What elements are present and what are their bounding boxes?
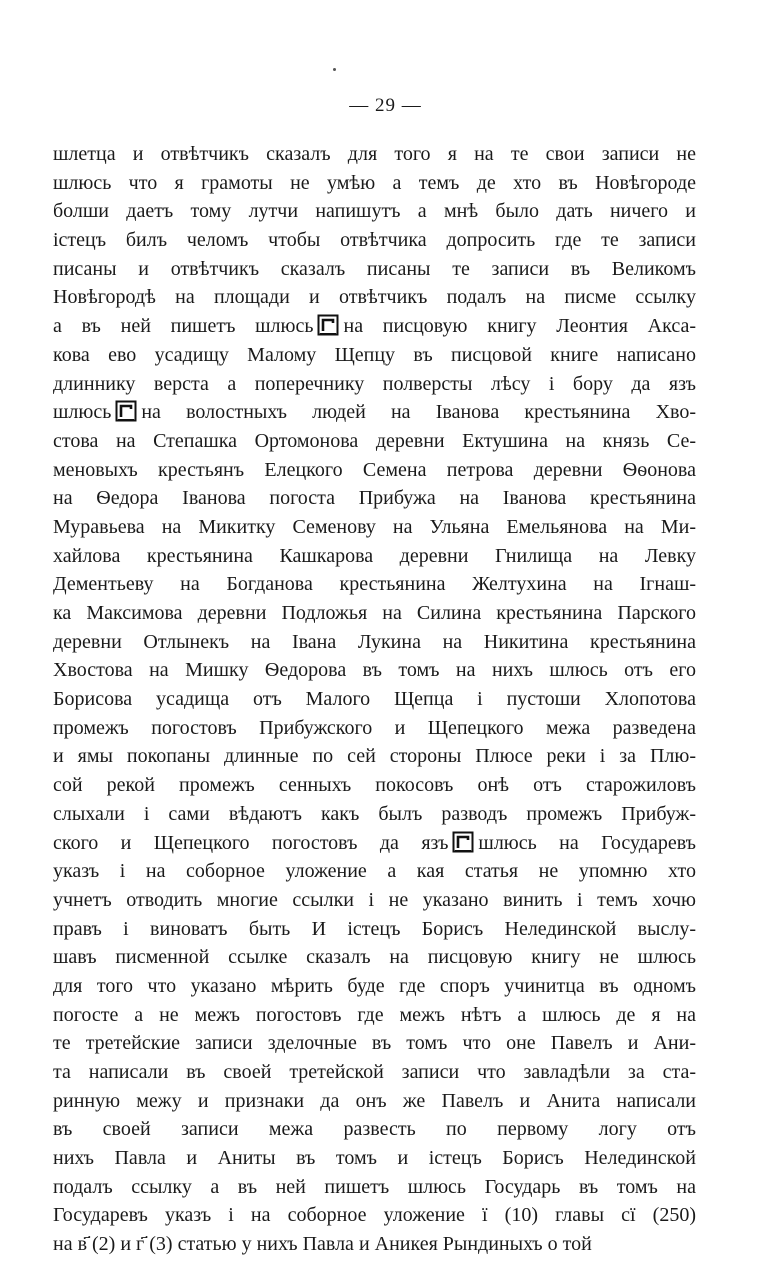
text-line	[53, 1230, 696, 1259]
text-segment: указъ і на соборное уложение а кая статья не упомню хто	[53, 860, 696, 883]
text-line	[53, 312, 696, 341]
print-speck	[333, 68, 336, 71]
text-line	[53, 972, 696, 1001]
text-segment: правъ і виноватъ быть И істецъ Борисъ Нелединской выслу-	[53, 917, 696, 940]
text-segment: меновыхъ крестьянъ Елецкого Семена петрова деревни Ѳѳонова	[53, 458, 696, 481]
text-line	[53, 1201, 696, 1230]
text-segment: подалъ ссылку а въ ней пишетъ шлюсь Государь въ томъ на	[53, 1175, 696, 1198]
text-segment: на в҃ (2) и г҃ (3) статью у нихъ Павла и Аникея Рындиныхъ о той	[53, 1233, 592, 1256]
text-segment: те третейские записи зделочные въ томъ что оне Павелъ и Ани-	[53, 1032, 696, 1055]
text-segment: на писцовую книгу Леонтия Акса-	[343, 315, 696, 338]
text-line	[53, 513, 696, 542]
text-segment: хайлова крестьянина Кашкарова деревни Гнилища на Левку	[53, 544, 696, 567]
text-line	[53, 398, 696, 427]
text-segment: Хвостова на Мишку Ѳедорова въ томъ на нихъ шлюсь отъ его	[53, 659, 696, 682]
text-segment: для того что указано мѣрить буде где споръ учинитца въ одномъ	[53, 974, 696, 997]
text-segment: учнетъ отводить многие ссылки і не указано винить і темъ хочю	[53, 888, 696, 911]
text-line	[53, 197, 696, 226]
text-line	[53, 915, 696, 944]
page-number: — 29 —	[349, 95, 422, 116]
body-text	[53, 140, 696, 1259]
text-line	[53, 570, 696, 599]
text-segment: істецъ билъ челомъ чтобы отвѣтчика допросить где те записи	[53, 229, 696, 252]
text-line	[53, 800, 696, 829]
text-line	[53, 1001, 696, 1030]
text-segment: погосте а не межъ погостовъ где межъ нѣтъ а шлюсь де я на	[53, 1003, 696, 1026]
text-segment: длиннику верста а поперечнику полверсты лѣсу і бору да язъ	[53, 372, 696, 395]
text-line	[53, 542, 696, 571]
text-line	[53, 656, 696, 685]
text-segment: стова на Степашка Ортомонова деревни Ектушина на князь Се-	[53, 429, 696, 452]
text-segment: болши даетъ тому лутчи напишутъ а мнѣ было дать ничего и	[53, 200, 696, 223]
signature-mark-icon	[115, 400, 137, 422]
text-segment: сой рекой промежъ сенныхъ покосовъ онѣ отъ старожиловъ	[53, 774, 696, 797]
text-line	[53, 599, 696, 628]
signature-mark-icon	[317, 314, 339, 336]
text-line	[53, 1144, 696, 1173]
text-segment: на волостныхъ людей на Іванова крестьянина Хво-	[141, 401, 696, 424]
text-segment: писаны и отвѣтчикъ сказалъ писаны те записи въ Великомъ	[53, 257, 696, 280]
text-line	[53, 886, 696, 915]
text-segment: шлетца и отвѣтчикъ сказалъ для того я на те свои записи не	[53, 143, 696, 165]
text-segment: шлюсь что я грамоты не умѣю а темъ де хто въ Новѣгороде	[53, 171, 696, 194]
text-line	[53, 1029, 696, 1058]
text-line	[53, 829, 696, 858]
text-segment: на Ѳедора Іванова погоста Прибужа на Іванова крестьянина	[53, 487, 696, 510]
text-line	[53, 685, 696, 714]
text-segment: шлюсь	[53, 401, 112, 424]
text-line	[53, 427, 696, 456]
text-segment: въ своей записи межа развесть по первому логу отъ	[53, 1118, 696, 1141]
text-line	[53, 1087, 696, 1116]
text-segment: Новѣгородѣ на площади и отвѣтчикъ подалъ на писме ссылку	[53, 286, 696, 309]
text-line	[53, 1058, 696, 1087]
text-line	[53, 1173, 696, 1202]
text-segment: шавъ писменной ссылке сказалъ на писцовую книгу не шлюсь	[53, 946, 696, 969]
signature-mark-icon	[452, 831, 474, 853]
text-segment: шлюсь на Государевъ	[478, 831, 696, 854]
text-line	[53, 1115, 696, 1144]
text-segment: Муравьева на Микитку Семенову на Ульяна Емельянова на Ми-	[53, 515, 696, 538]
text-line	[53, 341, 696, 370]
text-segment: а въ ней пишетъ шлюсь	[53, 315, 314, 338]
text-line	[53, 456, 696, 485]
text-segment: Борисова усадища отъ Малого Щепца і пустоши Хлопотова	[53, 688, 696, 711]
text-segment: и ямы покопаны длинные по сей стороны Плюсе реки і за Плю-	[53, 745, 696, 768]
text-line	[53, 255, 696, 284]
text-segment: ка Максимова деревни Подложья на Силина крестьянина Парского	[53, 602, 696, 624]
text-line	[53, 169, 696, 198]
text-line	[53, 226, 696, 255]
text-segment: промежъ погостовъ Прибужского и Щепецкого межа разведена	[53, 716, 696, 739]
text-segment: ринную межу и признаки да онъ же Павелъ и Анита написали	[53, 1089, 696, 1112]
text-line	[53, 943, 696, 972]
text-segment: нихъ Павла и Аниты въ томъ и істецъ Борисъ Нелединской	[53, 1147, 696, 1170]
text-line	[53, 857, 696, 886]
text-segment: деревни Отлынекъ на Івана Лукина на Никитина крестьянина	[53, 630, 696, 653]
text-segment: ского и Щепецкого погостовъ да язъ	[53, 831, 449, 854]
text-segment: Государевъ указъ і на соборное уложение ї (10) главы сї (250)	[53, 1204, 696, 1227]
text-line	[53, 140, 696, 169]
text-segment: кова ево усадищу Малому Щепцу въ писцовой книге написано	[53, 343, 696, 366]
text-line	[53, 484, 696, 513]
text-line	[53, 771, 696, 800]
text-segment: та написали въ своей третейской записи что завладѣли за ста-	[53, 1061, 696, 1083]
text-line	[53, 283, 696, 312]
text-line	[53, 628, 696, 657]
text-segment: Дементьеву на Богданова крестьянина Желтухина на Ігнаш-	[53, 573, 696, 596]
text-line	[53, 714, 696, 743]
text-line	[53, 742, 696, 771]
text-line	[53, 370, 696, 399]
text-segment: слыхали і сами вѣдаютъ какъ былъ разводъ промежъ Прибуж-	[53, 802, 696, 825]
